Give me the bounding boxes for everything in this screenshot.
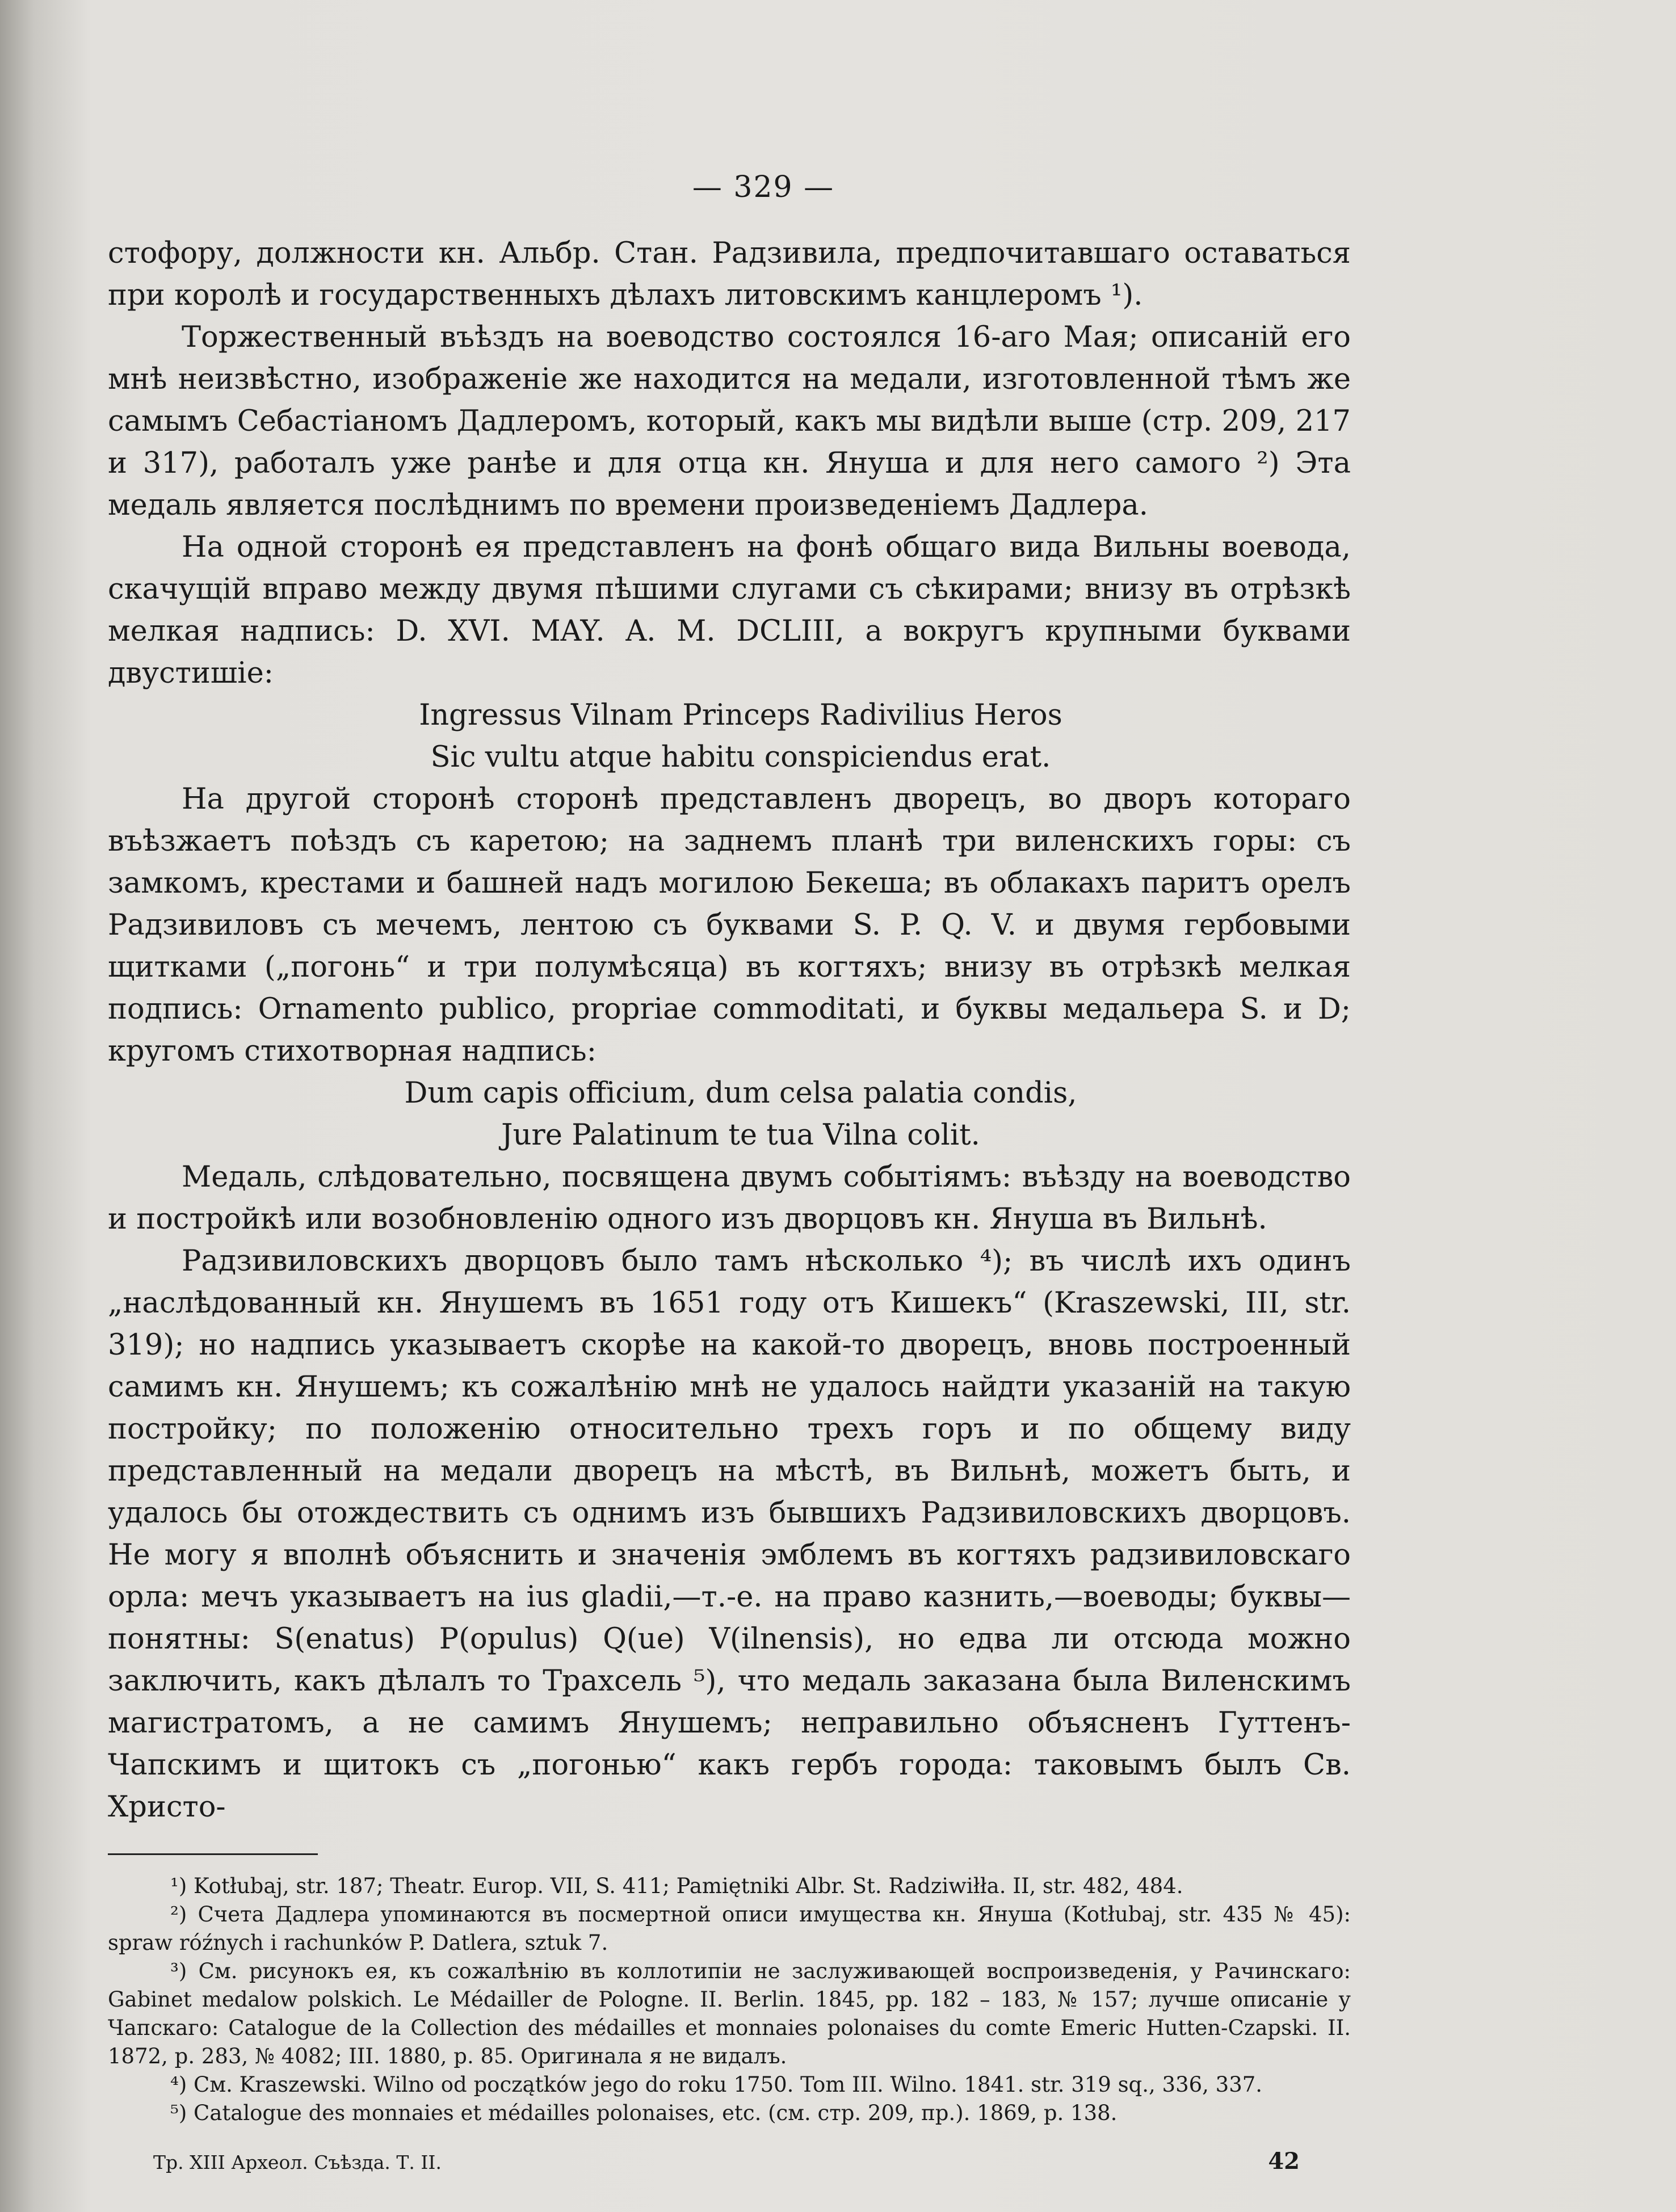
- page-footer: [108, 2148, 1351, 2175]
- paragraph-2: Торжественный въѣздъ на воеводство состоялся 16-аго Мая; описаній его мнѣ неизвѣстно, изображеніе же находится на медали, изготовленной тѣмъ же самымъ Себастіаномъ Дадлеромъ, который, какъ мы видѣли выше (стр. 209, 217 и 317), работалъ уже ранѣе и для отца кн. Януша и для него самого ²) Эта медаль является послѣднимъ по времени произведеніемъ Дадлера.: [108, 321, 1351, 522]
- paragraph-1: стофору, должности кн. Альбр. Стан. Радзивила, предпочитавшаго оставаться при королѣ и государственныхъ дѣлахъ литовскимъ канцлеромъ ¹).: [108, 237, 1351, 312]
- text-block: [108, 170, 1351, 2175]
- paragraph-4: На другой сторонѣ сторонѣ представленъ дворецъ, во дворъ котораго въѣзжаетъ поѣздъ съ каретою; на заднемъ планѣ три виленскихъ горы: съ замкомъ, крестами и башней надъ могилою Бекеша; въ облакахъ паритъ орелъ Радзивиловъ съ мечемъ, лентою съ буквами S. P. Q. V. и двумя гербовыми щитками („погонь“ и три полумѣсяца) въ когтяхъ; внизу въ отрѣзкѣ мелкая подпись: Ornamento publico, propriae commoditati, и буквы медальера S. и D; кругомъ стихотворная надпись:: [108, 783, 1351, 1068]
- verse-line: Dum capis officium, dum celsa palatia condis,: [404, 1076, 1077, 1110]
- footnote: ¹) Kotłubaj, str. 187; Theatr. Europ. VII, S. 411; Pamiętniki Albr. St. Radziwiłła. II, str. 482, 484.: [170, 1874, 1183, 1898]
- verse-line: Sic vultu atque habitu conspiciendus erat.: [430, 741, 1051, 774]
- paragraph-6: Радзивиловскихъ дворцовъ было тамъ нѣсколько ⁴); въ числѣ ихъ одинъ „наслѣдованный кн. Янушемъ въ 1651 году отъ Кишекъ“ (Kraszewski, III, str. 319); но надпись указываетъ скорѣе на какой-то дворецъ, вновь построенный самимъ кн. Янушемъ; къ сожалѣнію мнѣ не удалось найдти указаній на такую постройку; по положенію относительно трехъ горъ и по общему виду представленный на медали дворецъ на мѣстѣ, въ Вильнѣ, можетъ быть, и удалось бы отождествить съ однимъ изъ бывшихъ Радзивиловскихъ дворцовъ. Не могу я вполнѣ объяснить и значенія эмблемъ въ когтяхъ радзивиловскаго орла: мечъ указываетъ на ius gladii,—т.-е. на право казнить,—воеводы; буквы—понятны: S(enatus) P(opulus) Q(ue) V(ilnensis), но едва ли отсюда можно заключить, какъ дѣлалъ то Трахсель ⁵), что медаль заказана была Виленскимъ магистратомъ, а не самимъ Янушемъ; неправильно объясненъ Гуттенъ-Чапскимъ и щитокъ съ „погонью“ какъ гербъ города: таковымъ былъ Св. Христо-: [108, 1244, 1351, 1824]
- verse-line: Jure Palatinum te tua Vilna colit.: [501, 1118, 980, 1152]
- footnotes: [108, 1872, 1351, 2127]
- signature-line: Тр. XIII Археол. Съѣзда. Т. II.: [153, 2151, 442, 2173]
- sheet-number: 42: [1268, 2148, 1300, 2175]
- footnote: ²) Счета Дадлера упоминаются въ посмертной описи имущества кн. Януша (Kotłubaj, str. 435 № 45): spraw róźnych i rachunków P. Datlera, sztuk 7.: [108, 1902, 1351, 1955]
- verse-line: Ingressus Vilnam Princeps Radivilius Heros: [419, 699, 1062, 732]
- page-number: — 329 —: [692, 170, 835, 204]
- paragraph-5: Медаль, слѣдовательно, посвящена двумъ событіямъ: въѣзду на воеводство и постройкѣ или возобновленію одного изъ дворцовъ кн. Януша въ Вильнѣ.: [108, 1160, 1351, 1236]
- footnote: ⁴) См. Kraszewski. Wilno od początków jego do roku 1750. Tom III. Wilno. 1841. str. 319 sq., 336, 337.: [170, 2072, 1263, 2097]
- footnote-divider: [108, 1853, 318, 1855]
- footnote: ³) См. рисунокъ ея, къ сожалѣнію въ коллотипіи не заслуживающей воспроизведенія, у Рачинскаго: Gabinet medalow polskich. Le Médailler de Pologne. II. Berlin. 1845, pp. 182 – 183, № 157; лучше описаніе у Чапскаго: Catalogue de la Collection des médailles et monnaies polonaises du comte Emeric Hutten-Czapski. II. 1872, p. 283, № 4082; III. 1880, p. 85. Оригинала я не видалъ.: [108, 1959, 1351, 2068]
- paragraph-3: На одной сторонѣ ея представленъ на фонѣ общаго вида Вильны воевода, скачущій вправо между двумя пѣшими слугами съ сѣкирами; внизу въ отрѣзкѣ мелкая надпись: D. XVI. MAY. A. M. DCLIII, а вокругъ крупными буквами двустишіе:: [108, 531, 1351, 690]
- footnote: ⁵) Catalogue des monnaies et médailles polonaises, etc. (см. стр. 209, пр.). 1869, p. 138.: [170, 2101, 1118, 2125]
